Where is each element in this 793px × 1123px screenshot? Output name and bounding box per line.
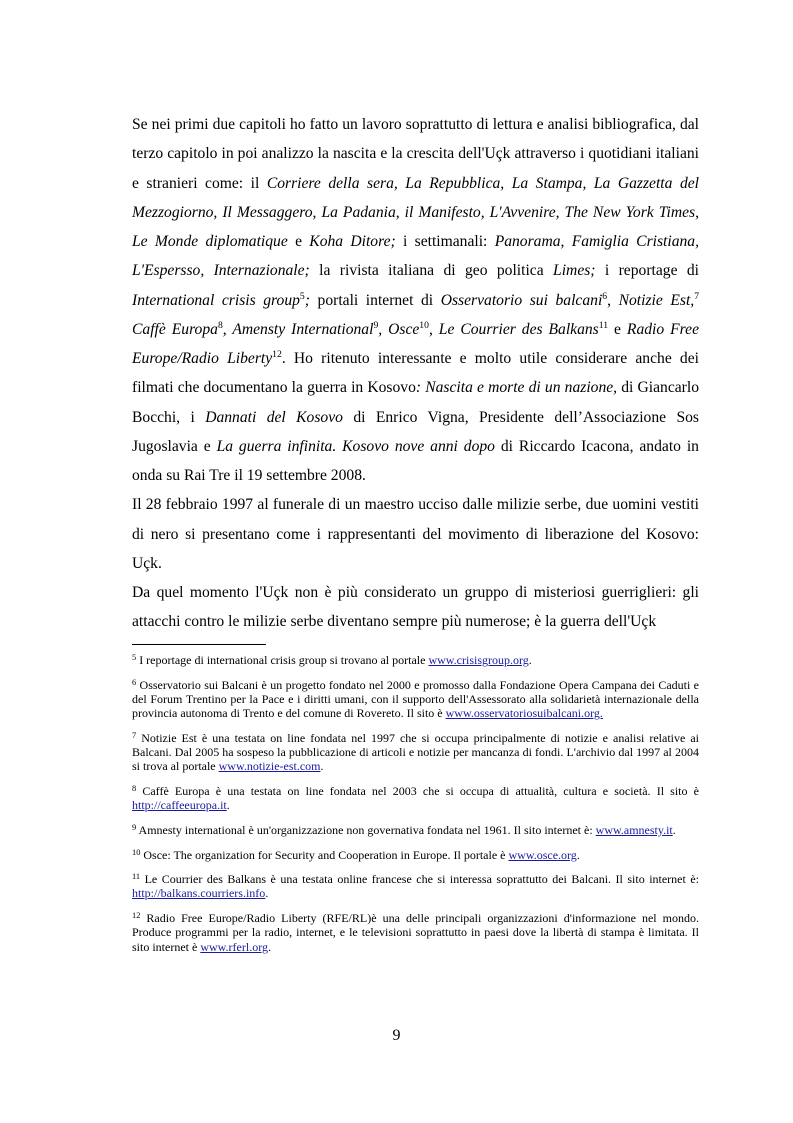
link-osservatoriosuibalcani[interactable]: www.osservatoriosuibalcani.org. <box>445 706 603 721</box>
page-number: 9 <box>392 1027 401 1044</box>
footnote-5: $^5$ I reportage di international crisis group si trovano al portale www.crisisgroup.org. <box>132 653 532 667</box>
paragraph-uck-war: Da quel momento l'Uçk non è più considerato un gruppo di misteriosi guerriglieri: gli attacchi contro le milizie serbe diventano sempre più numerose; è la guerra dell'Uçk <box>132 584 699 631</box>
footnote-ref-9: 9 <box>373 319 379 331</box>
link-notizie-est[interactable]: www.notizie-est.com <box>218 759 321 774</box>
footnote-8: $^8$ Caffè Europa è una testata on line fondata nel 2003 che si occupa di attualità, cultura e società. Il sito è http://caffeeuropa.it. <box>132 783 699 813</box>
paragraph-intro: Se nei primi due capitoli ho fatto un lavoro soprattutto di lettura e analisi bibliografica, dal terzo capitolo in poi analizzo la nascita e la crescita dell'Uçk attraverso i quotidiani italiani e stranieri come: il Corriere della sera, La Repubblica, La Stampa, La Gazzetta del Mezzogiorno, Il Messaggero, La Padania, il Manifesto, L'Avvenire, The New York Times, Le Monde diplomatique e Koha Ditore; i settimanali: Panorama, Famiglia Cristiana, L'Espersso, Internazionale; la rivista italiana di geo politica Limes; i reportage di International crisis group$^5$; portali internet di Osservatorio sui balcani$^6$, Notizie Est,$^7$ Caffè Europa$^8$, Amensty International$^9$, Osce$^{10}$, Le Courrier des Balkans$^{11}$ e Radio Free Europe/Radio Liberty$^{12}$. Ho ritenuto interessante e molto utile considerare anche dei filmati che documentano la guerra in Kosovo: Nascita e morte di un nazione, di Giancarlo Bocchi, i Dannati del Kosovo di Enrico Vigna, Presidente dell’Associazione Sos Jugoslavia e La guerra infinita. Kosovo nove anni dopo di Riccardo Icacona, andato in onda su Rai Tre il 19 settembre 2008. <box>132 116 700 484</box>
link-rferl[interactable]: www.rferl.org <box>200 939 268 954</box>
footnote-ref-6: 6 <box>602 290 608 302</box>
footnote-12: $^{12}$ Radio Free Europe/Radio Liberty (RFE/RL)è una delle principali organizzazioni d'informazione nel mondo. Produce programmi per la radio, internet, e le televisioni soprattutto in paesi dove la libertà di stampa è limitata. Il sito internet è www.rferl.org. <box>132 911 699 954</box>
footnote-ref-5: 5 <box>299 290 305 302</box>
footnote-ref-8: 8 <box>217 319 223 331</box>
link-amnesty[interactable]: www.amnesty.it <box>595 822 673 837</box>
footnote-separator <box>132 644 266 645</box>
footnote-ref-7: 7 <box>694 290 700 302</box>
link-osce[interactable]: www.osce.org <box>508 847 577 862</box>
footnote-9: $^9$ Amnesty international è un'organizzazione non governativa fondata nel 1961. Il sito internet è: www.amnesty.it. <box>132 822 676 837</box>
footnote-ref-10: 10 <box>419 319 429 331</box>
paragraph-funeral: Il 28 febbraio 1997 al funerale di un maestro ucciso dalle milizie serbe, due uomini vestiti di nero si presentano come i rappresentanti del movimento di liberazione del Kosovo: Uçk. <box>132 496 699 572</box>
footnote-7: $^7$ Notizie Est è una testata on line fondata nel 1997 che si occupa principalmente di notizie e analisi relative ai Balcani. Dal 2005 ha sospeso la pubblicazione di articoli e notizie per mancanza di fondi. L'archivio dal 1997 al 2004 si trova al portale www.notizie-est.com. <box>132 730 699 774</box>
link-crisisgroup[interactable]: www.crisisgroup.org <box>428 653 529 667</box>
footnote-ref-12: 12 <box>272 349 282 361</box>
link-caffeeuropa[interactable]: http://caffeeuropa.it <box>132 798 227 813</box>
footnote-11: $^{11}$ Le Courrier des Balkans è una testata online francese che si interessa soprattutto dei Balcani. Il sito internet è: http://balkans.courriers.info. <box>132 872 699 901</box>
footnote-6: $^6$ Osservatorio sui Balcani è un progetto fondato nel 2000 e promosso dalla Fondazione Opera Campana dei Caduti e del Forum Trentino per la Pace e i diritti umani, con il supporto dell'Assessorato alla solidarietà internazionale della provincia autonoma di Trento e del comune di Rovereto. Il sito è www.osservatoriosuibalcani.org. <box>132 677 699 721</box>
footnote-ref-11: 11 <box>598 319 609 331</box>
footnote-10: $^{10}$ Osce: The organization for Security and Cooperation in Europe. Il portale è www.osce.org. <box>132 847 580 862</box>
footnotes <box>132 653 699 964</box>
main-text <box>132 110 699 637</box>
link-balkans-courriers[interactable]: http://balkans.courriers.info <box>132 886 266 901</box>
